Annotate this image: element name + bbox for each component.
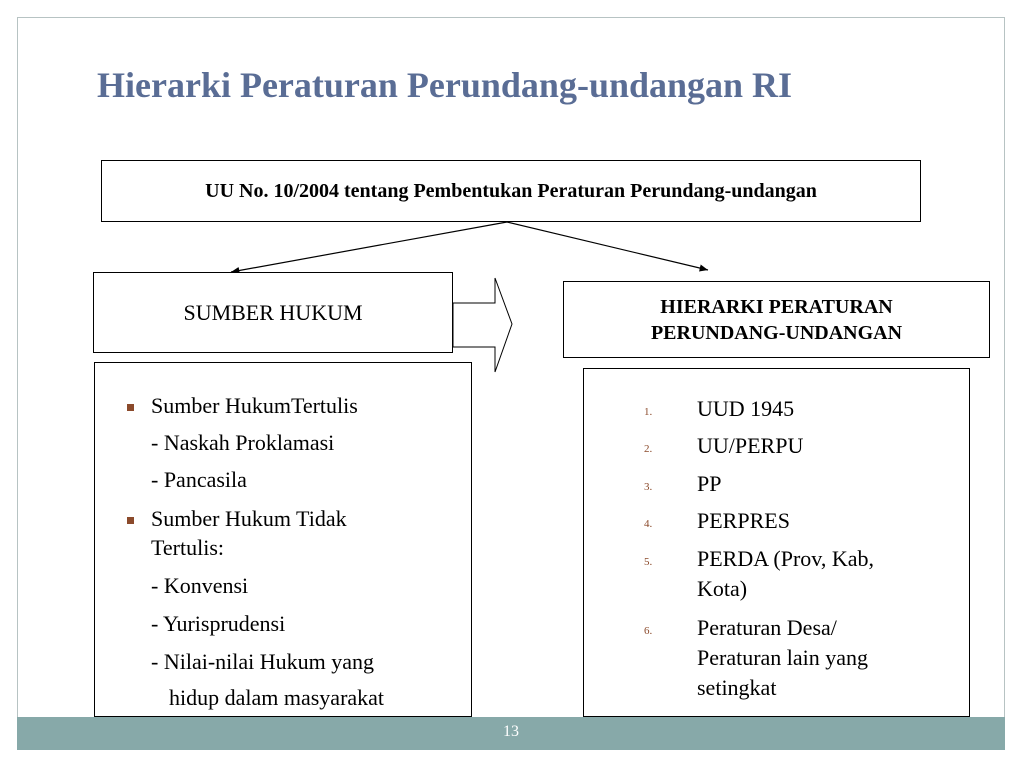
sumber-hukum-box: SUMBER HUKUM <box>93 272 453 353</box>
arrow-to-sumber-hukum <box>231 222 507 272</box>
list-subitem: hidup dalam masyarakat <box>169 685 385 710</box>
square-bullet-icon <box>127 517 134 524</box>
list-item: UU/PERPU <box>697 433 804 458</box>
list-item: PP <box>697 471 722 496</box>
list-item: PERPRES <box>697 508 790 533</box>
list-subitem: - Yurisprudensi <box>151 611 286 636</box>
top-law-box: UU No. 10/2004 tentang Pembentukan Peraturan Perundang-undangan <box>101 160 921 222</box>
square-bullet-icon <box>127 404 134 411</box>
list-item: Peraturan Desa/ <box>697 615 837 640</box>
list-number: 1. <box>644 406 653 418</box>
list-item: UUD 1945 <box>697 396 795 421</box>
hierarki-line1: HIERARKI PERATURAN <box>660 295 893 318</box>
list-subitem: - Konvensi <box>151 573 249 598</box>
list-number: 4. <box>644 518 653 530</box>
list-number: 2. <box>644 443 653 455</box>
list-subitem: - Pancasila <box>151 467 247 492</box>
list-subitem: - Nilai-nilai Hukum yang <box>151 649 375 674</box>
list-number: 3. <box>644 481 653 493</box>
page-number: 13 <box>503 723 519 740</box>
hierarki-list <box>583 368 970 717</box>
list-subitem: - Naskah Proklamasi <box>151 430 335 455</box>
slide-title: Hierarki Peraturan Perundang-undangan RI <box>97 65 793 105</box>
list-number: 6. <box>644 625 653 637</box>
list-item: Kota) <box>697 576 748 601</box>
arrow-to-hierarki <box>507 222 708 270</box>
footer-bar <box>17 717 1005 750</box>
list-item: Sumber HukumTertulis <box>151 393 358 418</box>
hierarki-line2: PERUNDANG-UNDANGAN <box>650 321 903 344</box>
block-arrow-right <box>453 278 512 372</box>
list-item: PERDA (Prov, Kab, <box>697 546 875 571</box>
list-number: 5. <box>644 556 653 568</box>
list-item: setingkat <box>697 675 777 700</box>
list-item: Sumber Hukum Tidak <box>151 506 347 531</box>
sumber-hukum-list <box>94 362 472 717</box>
list-item: Tertulis: <box>151 535 225 560</box>
list-item: Peraturan lain yang <box>697 645 869 670</box>
hierarki-box <box>563 281 990 358</box>
